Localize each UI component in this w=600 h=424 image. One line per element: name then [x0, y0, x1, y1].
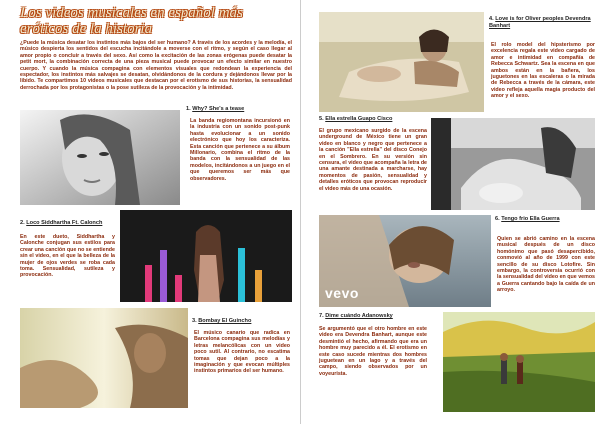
item-3-heading: 3. Bombay El Guincho: [192, 318, 252, 324]
item-5-text: El grupo mexicano surgido de la escena underground de México tiene un gran video en blanco y negro que pertenece a la canción "Ella estrella" del disco Conejo en el Sombrero. En su versión sin censura, el video que acompaña la letra de una amante destinada a marcharse, hay momentos de pasión, sensualidad y detalles eróticos que provocan reproducir el video más de una ocasión.: [319, 128, 427, 192]
item-6-link[interactable]: Tengo frio Ella Guerra: [501, 216, 560, 222]
item-2-link[interactable]: Loco Siddhartha Ft. Calonch: [26, 220, 103, 226]
item-6-heading: 6. Tengo frio Ella Guerra: [495, 216, 560, 222]
item-5-photo: [431, 118, 595, 210]
item-7-text: Se argumentó que el otro hombre en este video era Devendra Banhart, aunque este desmintió el hecho, afirmando que era un hombre muy parecido a él. El erotismo en este caso sucede mientras dos hombres juguetean en un lago y a través del campo, siendo observados por un voyeurista.: [319, 326, 427, 377]
item-3-text: El músico canario que radica en Barcelona compagina sus melodías y letras melancólicas con un video poco sutil. Al contrario, no escatima tomas que dejan poco a la imaginación y que evocan múltiples instintos primarios del ser humano.: [194, 330, 290, 375]
item-4-text: El rolo model del hipsterismo por excelencia regala este video cargado de amor e intimidad en compañía de Rebecca Schwartz. Sea la escena en que ambos están en la bañera, los juguetones en las escaleras o la mirada de Rebecca a través de la cámara, este video refleja aquella magia producto del amor y el sexo.: [491, 42, 595, 100]
item-6-text: Quien se abrió camino en la escena musical después de un disco homónimo que pasó desapercibido, conmovió al año de 1999 con este sencillo de su disco Lotofire. Sin embargo, la controversia ocurrió con la sensualidad del video en que vemos a Guerra cantando bajo la caída de un arroyo.: [497, 236, 595, 294]
item-2-heading: 2. Loco Siddhartha Ft. Calonch: [20, 220, 103, 226]
item-2-photo: [120, 210, 292, 302]
item-4-heading: 4. Love is for Oliver peoples Devendra Banhart: [489, 16, 591, 29]
item-5-link[interactable]: Ella estrella Guapo Cisco: [325, 116, 393, 122]
item-4-photo: [319, 12, 484, 112]
item-7-photo: [443, 312, 595, 412]
item-1-heading: 1. Why? She's a tease: [186, 106, 245, 112]
item-6-photo: [319, 215, 491, 307]
item-1-text: La banda regiomontana incursionó en la industria con un sonido post-punk hasta evolucionar a un sonido electrónico que hoy los caracteriza. Esta canción que pertenece a su álbum Millonario, combina el ritmo de la banda con la sensualidad de las modelos, incitándonos a un juego en el que queremos ser más que observadores.: [190, 118, 290, 182]
item-7-heading: 7. Dime cuándo Adanowsky: [319, 313, 393, 319]
item-7-link[interactable]: Dime cuándo Adanowsky: [325, 313, 393, 319]
intro-paragraph: ¿Puede la música desatar los instintos más bajos del ser humano? A través de los acordes y la melodía, el músico despierta los sentidos del escucha incitándole a moverse con el ritmo, y según el caso llegar al amor propio o concluir a través del sexo. Así como la excitación de las zonas erógenas puede desatar la petit mort, la combinación correcta de una pieza musical puede provocar un efecto similar en nuestro cuerpo. Y cuando la música compagina con elementos visuales que redondean la experiencia del espectador, los instintos más salvajes se desatan, olvidándonos de la cordura y dejándonos llevar por la libido. Te compartimos 10 videos musicales que destacan por el erotismo de sus historias, la sensualidad derrochada por los protagonistas o la pose sutileza de la provocación y la intimidad.: [20, 40, 292, 91]
item-3-photo: [20, 308, 188, 408]
item-5-heading: 5. Ella estrella Guapo Cisco: [319, 116, 393, 122]
item-1-link[interactable]: Why? She's a tease: [192, 106, 245, 112]
item-2-text: En este dueto, Siddhartha y Calonche conjugan sus estilos para crear una canción que no se entiende sin el video, en el que la belleza de la mujer de ojos verdes se roba cada toma. Sensualidad, sutileza y provocación.: [20, 234, 115, 279]
page-title: Los videos musicales en español más eróticos de la historia: [20, 5, 243, 37]
vevo-logo: vevo: [325, 285, 359, 301]
item-3-link[interactable]: Bombay El Guincho: [198, 318, 252, 324]
item-4-link[interactable]: Love is for Oliver peoples Devendra Banhart: [489, 16, 591, 29]
right-page: [300, 0, 600, 424]
item-1-photo: [20, 110, 180, 205]
